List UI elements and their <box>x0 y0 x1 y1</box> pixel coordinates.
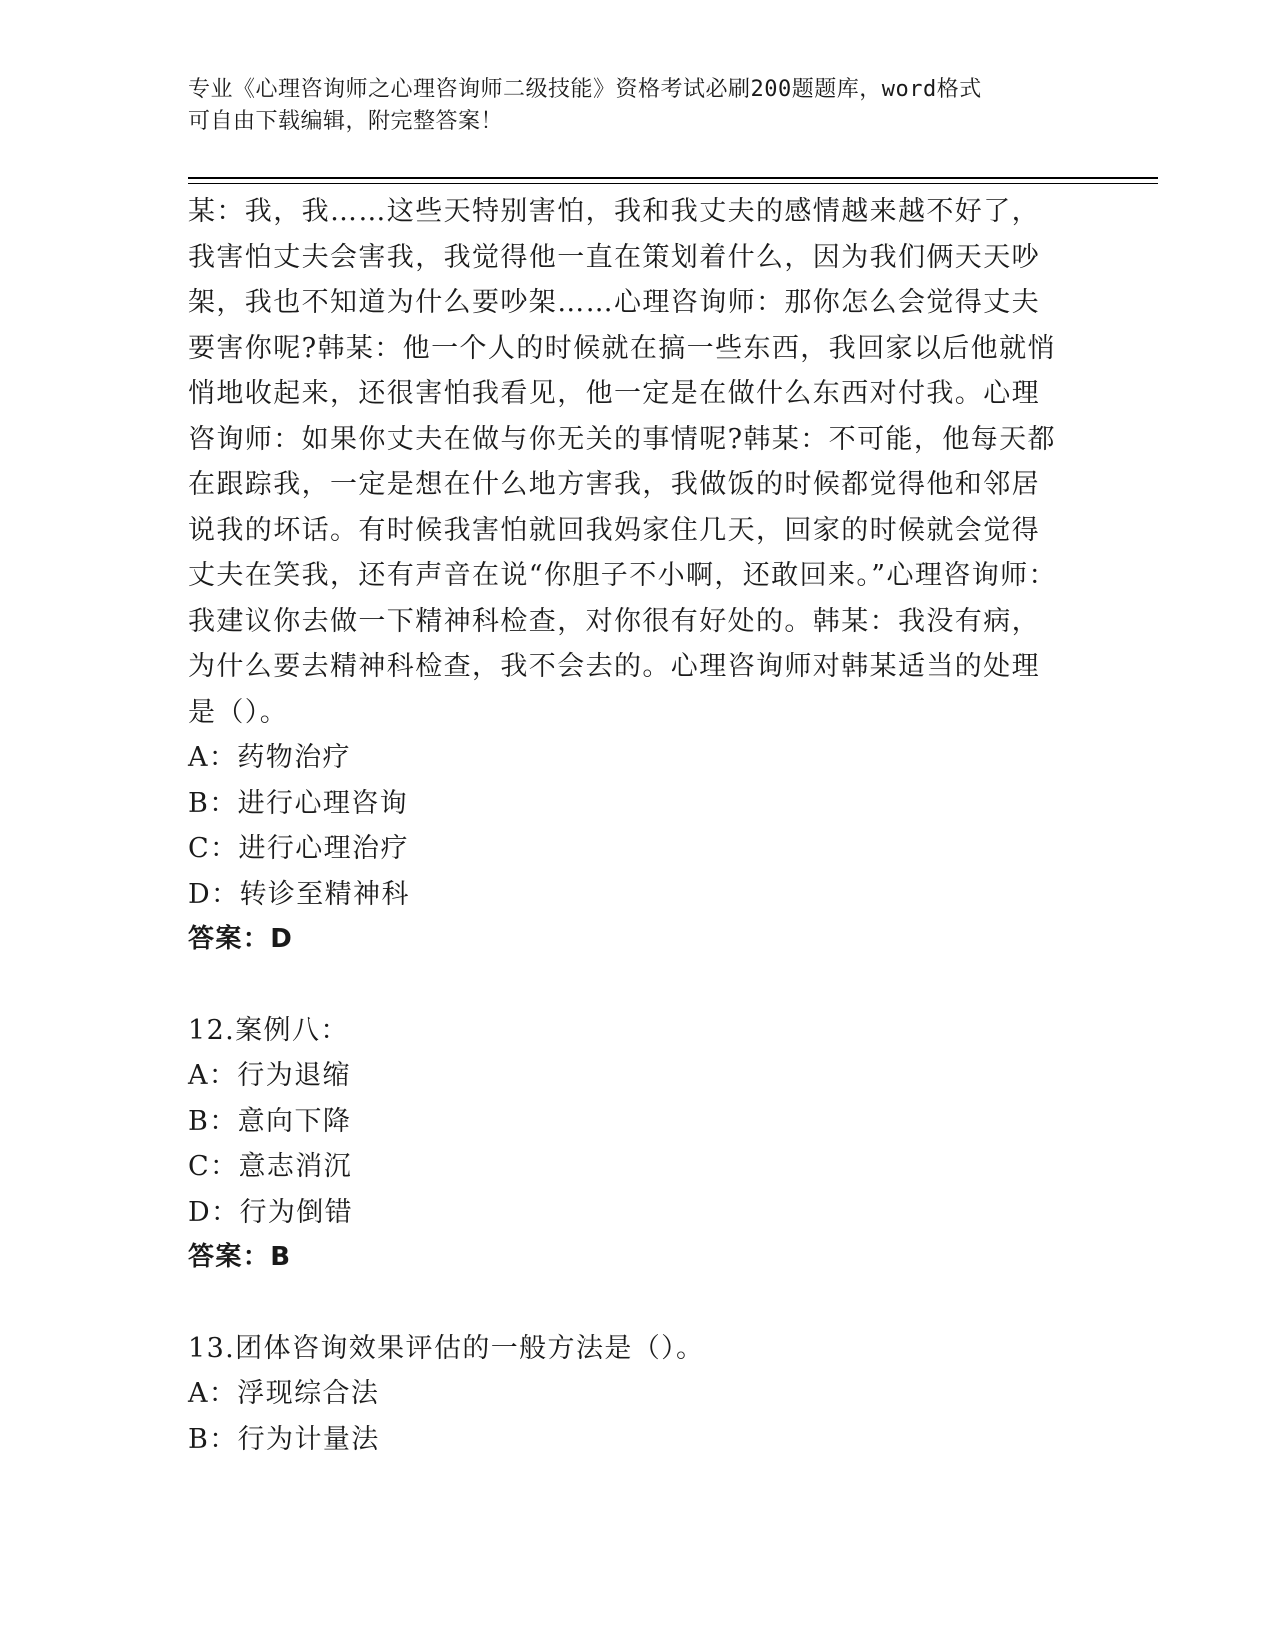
header-rule-thick <box>188 177 1158 179</box>
question-11-option-b: B：进行心理咨询 <box>188 787 409 819</box>
question-13-title: 13.团体咨询效果评估的一般方法是（）。 <box>188 1332 705 1364</box>
question-11-option-c: C：进行心理治疗 <box>188 833 409 864</box>
spacer <box>188 963 1068 1008</box>
question-11-option-d: D：转诊至精神科 <box>188 878 410 910</box>
header-rule-thin <box>188 183 1158 184</box>
question-11-option-a: A：药物治疗 <box>188 742 351 773</box>
question-12-title: 12.案例八： <box>188 1014 349 1046</box>
header-title-line-1: 专业《心理咨询师之心理咨询师二级技能》资格考试必刷200题题库，word格式 <box>188 77 982 102</box>
question-12-option-b: B：意向下降 <box>188 1105 352 1137</box>
question-11-answer: 答案：D <box>188 924 294 954</box>
question-11-stem: 某：我，我……这些天特别害怕，我和我丈夫的感情越来越不好了，我害怕丈夫会害我，我觉得他一直在策划着什么，因为我们俩天天吵架，我也不知道为什么要吵架……心理咨询师：那你怎么会觉得丈夫要害你呢?韩某：他一个人的时候就在搞一些东西，我回家以后他就悄悄地收起来，还很害怕我看见，他一定是在做什么东西对付我。心理咨询师：如果你丈夫在做与你无关的事情呢?韩某：不可能，他每天都在跟踪我，一定是想在什么地方害我，我做饭的时候都觉得他和邻居说我的坏话。有时候我害怕就回我妈家住几天，回家的时候就会觉得丈夫在笑我，还有声音在说“你胆子不小啊，还敢回来。”心理咨询师：我建议你去做一下精神科检查，对你很有好处的。韩某：我没有病，为什么要去精神科检查，我不会去的。心理咨询师对韩某适当的处理是（）。 <box>188 196 1057 728</box>
header-title-line-2: 可自由下载编辑，附完整答案！ <box>188 109 504 134</box>
question-12-option-d: D：行为倒错 <box>188 1196 354 1228</box>
question-12-option-c: C：意志消沉 <box>188 1151 353 1182</box>
question-12-answer: 答案：B <box>188 1242 292 1272</box>
document-header <box>188 74 1068 138</box>
question-13-option-b: B：行为计量法 <box>188 1423 380 1455</box>
question-13-option-a: A：浮现综合法 <box>188 1378 380 1409</box>
question-12-option-a: A：行为退缩 <box>188 1060 351 1091</box>
spacer <box>188 1281 1068 1326</box>
question-content <box>188 189 1068 1462</box>
